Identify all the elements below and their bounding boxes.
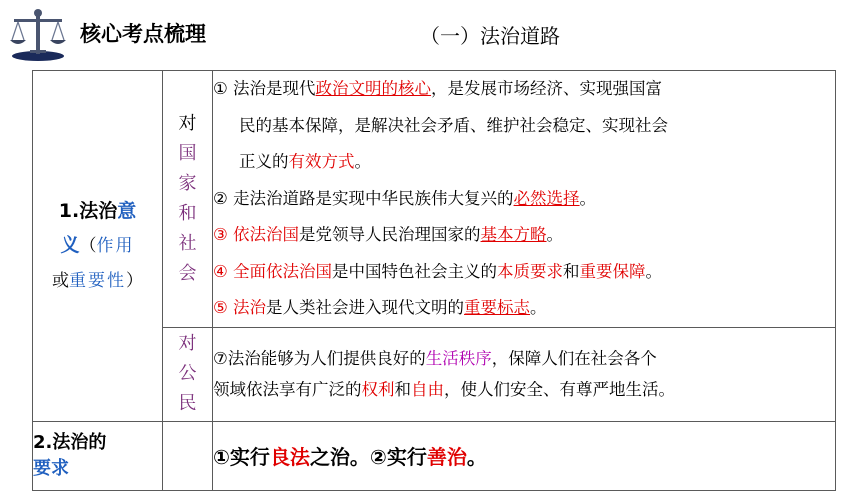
citizen-label: 对 公 民	[163, 327, 213, 421]
significance-label: 1.法治意 义（作用 或重要性）	[33, 71, 163, 422]
item-1-line-1: ① 法治是现代政治文明的核心，是发展市场经济、实现强国富	[213, 79, 663, 98]
requirements-content: ①实行良法之治。②实行善治。	[213, 421, 836, 490]
page-title: 核心考点梳理	[80, 22, 206, 46]
item-5: ⑤ 法治是人类社会进入现代文明的重要标志。	[213, 298, 547, 317]
requirements-label: 2.法治的 要求	[33, 421, 163, 490]
item-2: ② 走法治道路是实现中华民族伟大复兴的必然选择。	[213, 188, 597, 208]
citizen-content	[213, 327, 836, 421]
country-society-content	[213, 71, 836, 328]
requirements-empty-cell	[163, 421, 213, 490]
country-society-label: 对 国 家 和 社 会	[163, 71, 213, 328]
item-1-line-2: 民的基本保障，是解决社会矛盾、维护社会稳定、实现社会	[239, 115, 668, 135]
item-3: ③ 依法治国是党领导人民治理国家的基本方略。	[213, 225, 564, 244]
citizen-line-2: 领域依法享有广泛的权利和自由，使人们安全、有尊严地生活。	[213, 380, 675, 399]
content-table	[32, 70, 836, 491]
item-4: ④ 全面依法治国是中国特色社会主义的本质要求和重要保障。	[213, 261, 663, 281]
header	[0, 0, 860, 66]
item-1-line-3: 正义的有效方式。	[239, 152, 371, 171]
section-title: （一）法治道路	[420, 24, 560, 48]
citizen-line-1: ⑦法治能够为人们提供良好的生活秩序，保障人们在社会各个	[213, 349, 657, 368]
scales-of-justice-icon	[6, 6, 70, 62]
